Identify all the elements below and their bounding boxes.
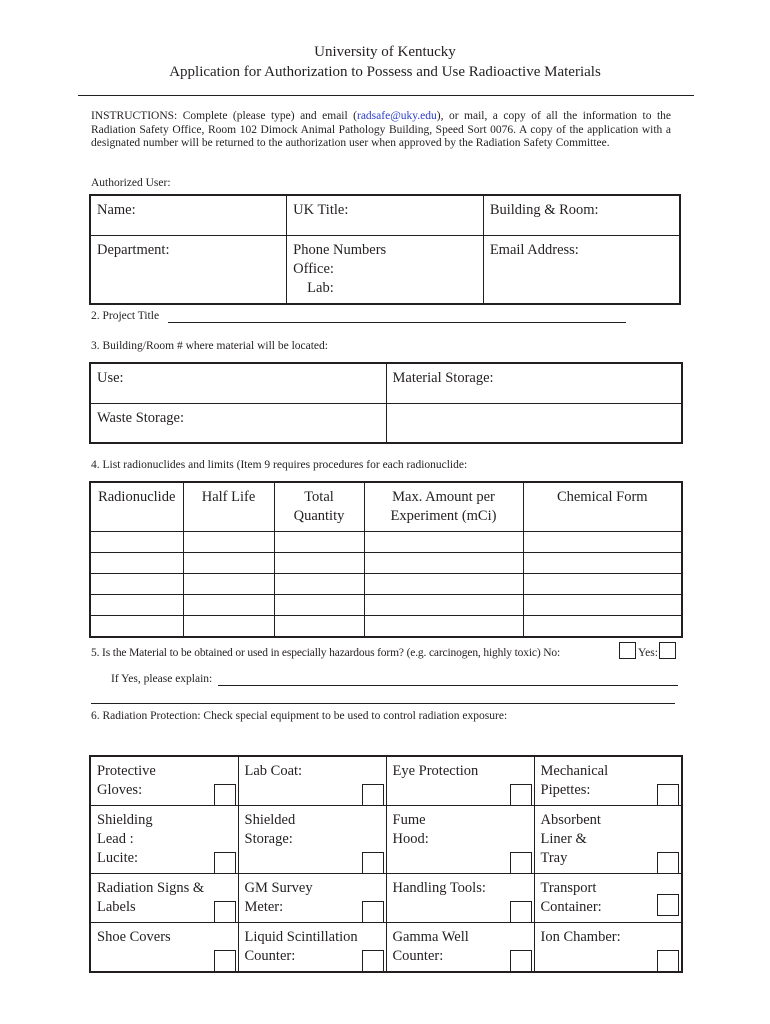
shoe-covers-label: Shoe Covers (97, 929, 171, 945)
waste-storage-field[interactable]: Waste Storage: (90, 403, 386, 443)
lab-coat-label: Lab Coat: (244, 763, 303, 779)
authorized-user-label: Authorized User: (91, 177, 171, 189)
header-divider (78, 95, 694, 96)
header-half-life: Half Life (183, 482, 274, 532)
name-field[interactable]: Name: (90, 195, 287, 235)
gamma-well-counter-label: Gamma Well Counter: (392, 929, 469, 964)
table-cell[interactable] (90, 595, 183, 616)
table-cell[interactable] (523, 553, 682, 574)
liquid-scintillation-label: Liquid Scintillation Counter: (244, 929, 358, 964)
department-field[interactable]: Department: (90, 235, 287, 304)
table-cell[interactable] (90, 574, 183, 595)
protective-gloves-label: Protective Gloves: (97, 763, 156, 798)
lab-phone-label: Lab: (307, 279, 334, 296)
gamma-well-counter-checkbox[interactable] (510, 950, 532, 972)
table-cell[interactable] (183, 532, 274, 553)
absorbent-liner-label: Absorbent Liner & Tray (540, 812, 601, 866)
table-cell[interactable] (364, 553, 523, 574)
mechanical-pipettes-label: Mechanical Pipettes: (540, 763, 609, 798)
radionuclides-table (89, 481, 683, 638)
instructions-text-before: INSTRUCTIONS: Complete (please type) and email ( (91, 110, 357, 122)
material-storage-field[interactable]: Material Storage: (386, 363, 682, 403)
phone-numbers-field[interactable] (287, 235, 484, 304)
ion-chamber-label: Ion Chamber: (540, 929, 621, 945)
explain-input-line[interactable] (218, 685, 678, 686)
fume-hood-checkbox[interactable] (510, 852, 532, 874)
table-cell[interactable] (523, 616, 682, 637)
location-table (89, 362, 683, 444)
table-cell[interactable] (523, 532, 682, 553)
mechanical-pipettes-checkbox[interactable] (657, 784, 679, 806)
header-radionuclide: Radionuclide (90, 482, 183, 532)
handling-tools-checkbox[interactable] (510, 901, 532, 923)
instructions (91, 110, 671, 151)
gm-survey-meter-label: GM Survey Meter: (244, 880, 313, 915)
header-total-quantity: Total Quantity (274, 482, 364, 532)
shielded-storage-checkbox[interactable] (362, 852, 384, 874)
authorized-user-table (89, 194, 681, 305)
shielding-checkbox[interactable] (214, 852, 236, 874)
use-location-field[interactable]: Use: (90, 363, 386, 403)
hazardous-question: 5. Is the Material to be obtained or used in especially hazardous form? (e.g. carcinogen, highly toxic) No: (91, 647, 561, 659)
radiation-signs-checkbox[interactable] (214, 901, 236, 923)
shoe-covers-checkbox[interactable] (214, 950, 236, 972)
header-max-amount: Max. Amount per Experiment (mCi) (364, 482, 523, 532)
table-cell[interactable] (364, 532, 523, 553)
liquid-scintillation-checkbox[interactable] (362, 950, 384, 972)
table-cell[interactable] (364, 595, 523, 616)
table-cell[interactable] (183, 574, 274, 595)
table-cell[interactable] (183, 553, 274, 574)
radiation-signs-label: Radiation Signs & Labels (97, 880, 205, 915)
phone-numbers-label: Phone Numbers (293, 241, 387, 258)
building-room-label: 3. Building/Room # where material will be located: (91, 340, 328, 352)
lab-coat-checkbox[interactable] (362, 784, 384, 806)
shielding-label: Shielding Lead : Lucite: (97, 812, 153, 866)
hazardous-yes-label: Yes: (638, 647, 658, 659)
email-link[interactable]: radsafe@uky.edu (357, 110, 437, 122)
transport-container-label: Transport Container: (540, 880, 602, 915)
table-cell[interactable] (183, 616, 274, 637)
hazardous-yes-checkbox[interactable] (659, 642, 676, 659)
header-chemical-form: Chemical Form (523, 482, 682, 532)
shielded-storage-label: Shielded Storage: (244, 812, 296, 847)
table-cell[interactable] (90, 616, 183, 637)
ion-chamber-checkbox[interactable] (657, 950, 679, 972)
project-title-label: 2. Project Title (91, 310, 160, 322)
table-cell[interactable] (364, 574, 523, 595)
fume-hood-label: Fume Hood: (392, 812, 429, 847)
uk-title-field[interactable]: UK Title: (287, 195, 484, 235)
table-cell[interactable] (274, 574, 364, 595)
form-title: Application for Authorization to Possess and Use Radioactive Materials (169, 64, 601, 80)
table-cell[interactable] (274, 616, 364, 637)
hazardous-no-checkbox[interactable] (619, 642, 636, 659)
handling-tools-label: Handling Tools: (392, 880, 486, 896)
radiation-protection-label: 6. Radiation Protection: Check special equipment to be used to control radiation exposure: (91, 710, 508, 722)
protective-gloves-checkbox[interactable] (214, 784, 236, 806)
email-address-field[interactable]: Email Address: (483, 235, 680, 304)
table-cell[interactable] (523, 574, 682, 595)
radionuclides-label: 4. List radionuclides and limits (Item 9 requires procedures for each radionuclide: (91, 459, 468, 471)
table-cell[interactable] (90, 532, 183, 553)
hazardous-explain-label: If Yes, please explain: (111, 673, 213, 685)
table-cell[interactable] (90, 553, 183, 574)
eye-protection-checkbox[interactable] (510, 784, 532, 806)
office-phone-label: Office: (293, 260, 334, 277)
gm-survey-meter-checkbox[interactable] (362, 901, 384, 923)
absorbent-liner-checkbox[interactable] (657, 852, 679, 874)
location-empty-cell[interactable] (386, 403, 682, 443)
table-cell[interactable] (364, 616, 523, 637)
instructions-text-after: ), or mail, a copy of all the information to the Radiation Safety Office, Room 102 Dimock Animal Pathology Building, Speed Sort 0076. A copy of the application with a designated number will be returned to the authorization user when approved by the Radiation Safety Committee. (91, 110, 672, 150)
table-cell[interactable] (274, 532, 364, 553)
eye-protection-label: Eye Protection (392, 763, 479, 779)
table-cell[interactable] (183, 595, 274, 616)
protection-table (89, 755, 683, 973)
table-cell[interactable] (274, 595, 364, 616)
transport-container-checkbox[interactable] (657, 894, 679, 916)
building-room-field[interactable]: Building & Room: (483, 195, 680, 235)
form-university-title: University of Kentucky (314, 44, 456, 60)
table-cell[interactable] (274, 553, 364, 574)
project-title-input-line[interactable] (168, 322, 626, 323)
table-cell[interactable] (523, 595, 682, 616)
explain-input-line-2[interactable] (91, 703, 675, 704)
